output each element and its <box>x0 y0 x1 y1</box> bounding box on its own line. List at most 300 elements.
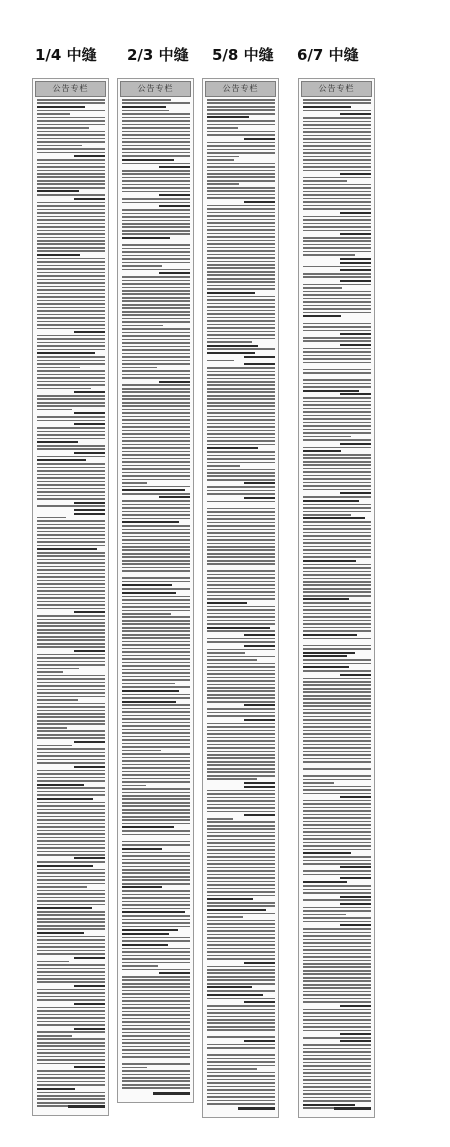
text-line <box>303 824 371 826</box>
text-line <box>37 861 105 863</box>
text-line <box>37 194 105 196</box>
text-line <box>122 1014 190 1016</box>
text-line <box>340 262 371 264</box>
text-line <box>37 590 105 592</box>
text-line <box>303 464 371 466</box>
text-line <box>37 250 105 252</box>
notice-column-1-4 <box>32 78 109 1116</box>
text-line <box>122 904 190 906</box>
text-line <box>303 386 371 388</box>
text-line <box>37 1098 105 1100</box>
text-line <box>122 461 190 463</box>
text-line <box>37 576 105 578</box>
text-line <box>207 430 275 432</box>
text-line <box>207 638 275 640</box>
text-line <box>303 998 371 1000</box>
text-line <box>74 412 105 414</box>
text-line <box>244 634 275 636</box>
text-line <box>122 213 190 215</box>
text-line <box>207 501 275 503</box>
text-line <box>303 138 371 140</box>
text-line <box>207 388 275 390</box>
text-line <box>303 390 359 392</box>
text-line <box>207 891 275 893</box>
text-line <box>37 1045 105 1047</box>
text-line <box>122 1032 190 1034</box>
text-line <box>303 881 347 883</box>
column-title: 公告专栏 <box>301 81 372 97</box>
text-line <box>122 556 190 558</box>
text-line <box>37 190 79 192</box>
text-line <box>37 360 105 362</box>
text-line <box>37 625 105 627</box>
text-line <box>37 798 93 800</box>
text-line <box>207 360 234 362</box>
text-line <box>37 1031 105 1033</box>
text-line <box>303 135 371 137</box>
text-line <box>122 778 190 780</box>
text-line <box>122 620 190 622</box>
text-line <box>207 920 275 922</box>
text-line <box>303 564 371 566</box>
text-line <box>303 655 347 657</box>
text-line <box>207 867 275 869</box>
text-line <box>37 166 105 168</box>
text-line <box>122 265 162 267</box>
text-line <box>37 971 105 973</box>
text-line <box>207 1068 257 1070</box>
column-label-5-8: 5/8 中缝 <box>212 46 274 64</box>
text-line <box>122 374 190 376</box>
text-line <box>37 405 105 407</box>
text-line <box>122 475 190 477</box>
text-line <box>303 800 371 802</box>
text-line <box>122 525 190 527</box>
text-line <box>122 342 190 344</box>
text-line <box>37 1056 105 1058</box>
text-line <box>207 969 275 971</box>
text-line <box>122 697 190 699</box>
text-line <box>122 1046 190 1048</box>
text-line <box>122 391 190 393</box>
text-line <box>207 591 275 593</box>
text-line <box>207 1093 275 1095</box>
text-line <box>37 555 105 557</box>
text-line <box>37 689 105 691</box>
text-line <box>37 893 105 895</box>
text-line <box>122 290 190 292</box>
text-line <box>207 1072 275 1074</box>
text-line <box>122 124 190 126</box>
text-line <box>37 488 105 490</box>
text-line <box>340 233 371 235</box>
text-line <box>207 371 275 373</box>
text-line <box>122 908 190 910</box>
text-line <box>122 581 190 583</box>
text-line <box>122 472 190 474</box>
text-line <box>37 402 105 404</box>
text-line <box>207 790 275 792</box>
text-line <box>122 760 190 762</box>
text-line <box>207 649 275 651</box>
text-line <box>207 905 275 907</box>
text-line <box>207 194 275 196</box>
text-line <box>303 429 371 431</box>
text-line <box>37 420 105 422</box>
text-line <box>37 897 105 899</box>
text-line <box>207 522 275 524</box>
text-line <box>122 521 179 523</box>
text-line <box>303 99 371 101</box>
text-line <box>37 773 105 775</box>
text-line <box>207 652 245 654</box>
text-line <box>122 926 190 928</box>
text-line <box>122 785 146 787</box>
text-line <box>303 747 371 749</box>
text-line <box>207 656 275 658</box>
text-line <box>122 237 170 239</box>
text-line <box>207 345 258 347</box>
text-line <box>122 658 190 660</box>
text-line <box>207 620 275 622</box>
text-line <box>122 802 190 804</box>
text-line <box>122 1042 190 1044</box>
text-line <box>207 465 240 467</box>
text-line <box>122 819 190 821</box>
text-line <box>37 925 105 927</box>
text-line <box>122 701 176 703</box>
text-line <box>37 755 105 757</box>
text-line <box>303 1055 371 1057</box>
text-line <box>37 388 91 390</box>
text-line <box>303 351 371 353</box>
text-line <box>303 159 371 161</box>
text-line <box>303 128 371 130</box>
text-line <box>37 989 105 991</box>
text-line <box>207 264 275 266</box>
text-line <box>122 269 190 271</box>
text-line <box>37 559 105 561</box>
text-line <box>207 807 275 809</box>
text-line <box>303 330 371 332</box>
text-line <box>122 753 190 755</box>
text-line <box>37 219 105 221</box>
text-line <box>207 267 275 269</box>
text-line <box>122 458 190 460</box>
text-line <box>303 984 371 986</box>
column-footer <box>122 1092 190 1098</box>
text-line <box>303 634 357 636</box>
text-line <box>159 166 190 168</box>
text-line <box>207 455 275 457</box>
text-line <box>303 678 371 680</box>
text-line <box>37 324 105 326</box>
text-line <box>207 821 275 823</box>
text-line <box>122 529 190 531</box>
text-line <box>207 170 275 172</box>
text-line <box>207 1051 275 1053</box>
text-line <box>37 352 95 354</box>
text-line <box>207 508 275 510</box>
text-line <box>207 1079 275 1081</box>
text-line <box>207 412 275 414</box>
text-line <box>37 780 105 782</box>
text-line <box>37 456 105 458</box>
text-line <box>303 553 371 555</box>
text-line <box>303 447 371 449</box>
text-line <box>244 138 275 140</box>
text-line <box>37 562 105 564</box>
text-line <box>207 916 243 918</box>
text-line <box>303 730 371 732</box>
text-line <box>303 408 371 410</box>
text-line <box>122 304 190 306</box>
text-line <box>122 690 179 692</box>
text-line <box>303 705 371 707</box>
text-line <box>122 202 190 204</box>
text-line <box>303 348 371 350</box>
text-line <box>122 493 190 495</box>
text-line <box>207 986 252 988</box>
text-line <box>303 863 371 865</box>
text-line <box>122 610 190 612</box>
text-line <box>122 879 190 881</box>
text-line <box>37 145 82 147</box>
text-line <box>303 652 355 654</box>
text-line <box>122 536 190 538</box>
text-line <box>122 113 190 115</box>
text-line <box>74 391 105 393</box>
text-line <box>37 552 105 554</box>
text-line <box>207 1047 275 1049</box>
text-line <box>122 897 190 899</box>
text-line <box>303 716 371 718</box>
text-line <box>122 1053 190 1055</box>
text-line <box>303 584 371 586</box>
text-line <box>340 443 371 445</box>
text-line <box>207 998 275 1000</box>
text-line <box>303 532 371 534</box>
text-line <box>122 244 190 246</box>
text-line <box>37 416 105 418</box>
text-line <box>303 666 349 668</box>
text-line <box>37 865 93 867</box>
text-line <box>37 996 105 998</box>
text-line <box>37 900 105 902</box>
text-line <box>207 708 275 710</box>
text-line <box>303 482 371 484</box>
text-line <box>37 317 105 319</box>
text-line <box>122 300 190 302</box>
text-line <box>207 775 275 777</box>
text-line <box>122 356 190 358</box>
text-line <box>207 800 275 802</box>
text-line <box>303 1012 371 1014</box>
text-line <box>303 942 371 944</box>
text-line <box>303 1083 371 1085</box>
text-line <box>340 333 371 335</box>
text-line <box>207 666 275 668</box>
text-line <box>37 975 105 977</box>
text-line <box>207 1026 275 1028</box>
text-line <box>37 791 105 793</box>
text-line <box>37 293 105 295</box>
text-line <box>303 397 371 399</box>
text-line <box>303 761 371 763</box>
text-line <box>303 775 371 777</box>
text-line <box>122 976 190 978</box>
text-line <box>207 367 275 369</box>
text-line <box>207 402 275 404</box>
text-line <box>122 1011 190 1013</box>
text-line <box>122 141 190 143</box>
text-line <box>303 404 371 406</box>
text-line <box>303 613 371 615</box>
text-line <box>207 247 275 249</box>
text-line <box>37 113 70 115</box>
text-line <box>303 305 371 307</box>
text-line <box>122 919 190 921</box>
text-line <box>207 288 275 290</box>
text-line <box>207 860 275 862</box>
text-line <box>37 275 105 277</box>
text-line <box>207 348 275 350</box>
text-line <box>122 841 190 843</box>
text-line <box>37 328 105 330</box>
text-line <box>303 560 356 562</box>
text-line <box>122 230 190 232</box>
text-line <box>207 584 275 586</box>
text-line <box>37 538 105 540</box>
text-line <box>303 546 371 548</box>
text-line <box>303 571 371 573</box>
text-line <box>340 896 371 898</box>
text-line <box>207 313 275 315</box>
text-line <box>303 567 371 569</box>
text-line <box>207 979 275 981</box>
text-line <box>207 472 275 474</box>
text-line <box>207 285 275 287</box>
text-line <box>207 613 275 615</box>
notice-column-5-8 <box>202 78 279 1118</box>
text-line <box>122 955 190 957</box>
text-line <box>37 802 105 804</box>
text-line <box>303 1009 371 1011</box>
text-line <box>37 517 66 519</box>
text-line <box>303 230 371 232</box>
text-line <box>122 648 190 650</box>
text-line <box>37 474 105 476</box>
text-line <box>122 363 190 365</box>
text-line <box>207 149 275 151</box>
text-line <box>122 511 190 513</box>
text-line <box>37 520 105 522</box>
text-line <box>122 1021 190 1023</box>
text-line <box>303 852 351 854</box>
text-line <box>122 518 190 520</box>
text-line <box>122 1087 190 1089</box>
text-line <box>122 894 190 896</box>
text-line <box>122 433 190 435</box>
text-line <box>303 702 371 704</box>
text-line <box>207 515 275 517</box>
text-line <box>303 928 371 930</box>
text-line <box>303 149 371 151</box>
text-line <box>37 1102 105 1104</box>
text-line <box>244 482 275 484</box>
notice-column-2-3 <box>117 78 194 1103</box>
text-line <box>37 678 105 680</box>
text-line <box>303 369 371 371</box>
text-line <box>122 665 190 667</box>
text-line <box>303 885 371 887</box>
text-line <box>207 1075 275 1077</box>
text-line <box>303 817 371 819</box>
text-line <box>37 524 105 526</box>
text-line <box>207 1061 275 1063</box>
text-line <box>207 588 275 590</box>
text-line <box>37 491 105 493</box>
text-line <box>303 758 371 760</box>
text-line <box>303 208 371 210</box>
text-line <box>37 409 72 411</box>
text-line <box>207 416 275 418</box>
text-line <box>37 338 105 340</box>
text-line <box>303 1079 371 1081</box>
text-line <box>122 855 190 857</box>
text-line <box>207 846 275 848</box>
text-line <box>207 511 275 513</box>
text-line <box>122 859 190 861</box>
text-line <box>303 401 371 403</box>
text-line <box>122 872 190 874</box>
text-line <box>37 202 105 204</box>
text-line <box>37 1049 105 1051</box>
text-line <box>303 273 371 275</box>
text-line <box>37 268 105 270</box>
text-line <box>37 904 105 906</box>
text-line <box>37 134 105 136</box>
text-line <box>303 1069 371 1071</box>
text-line <box>37 566 105 568</box>
text-line <box>244 704 275 706</box>
text-line <box>37 748 105 750</box>
text-line <box>303 337 371 339</box>
text-line <box>207 641 275 643</box>
text-line <box>37 395 105 397</box>
text-line <box>207 529 275 531</box>
text-line <box>303 1062 371 1064</box>
text-line <box>37 279 105 281</box>
text-line <box>303 831 371 833</box>
text-line <box>37 727 67 729</box>
text-line <box>207 134 275 136</box>
text-line <box>37 759 105 761</box>
text-line <box>303 1104 355 1106</box>
text-line <box>122 318 190 320</box>
text-line <box>207 877 275 879</box>
text-line <box>303 691 371 693</box>
text-line <box>303 496 371 498</box>
text-line <box>340 258 371 260</box>
text-line <box>303 1037 371 1039</box>
text-line <box>37 632 105 634</box>
text-line <box>159 194 190 196</box>
text-line <box>303 432 371 434</box>
text-line <box>303 1100 371 1102</box>
text-line <box>303 670 371 672</box>
text-line <box>37 110 105 112</box>
